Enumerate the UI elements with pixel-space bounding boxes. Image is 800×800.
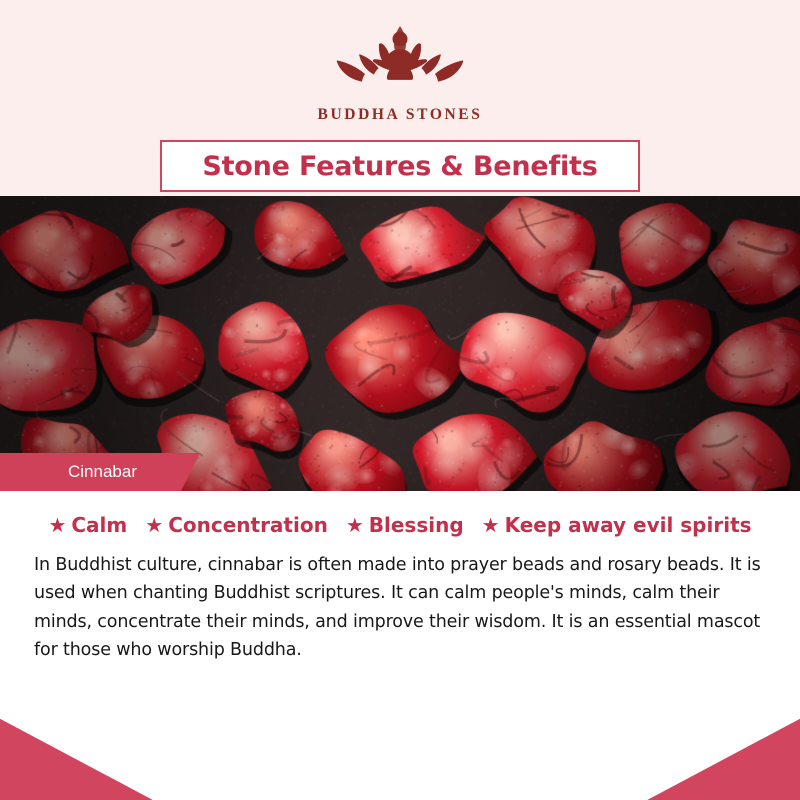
stone-photo-image [0,196,800,491]
content-section [0,491,800,664]
stone-photo [0,196,800,491]
benefits-list [34,513,766,537]
benefit-item [48,513,127,537]
benefit-label: Calm [71,513,128,537]
corner-decoration-bottom-right [645,693,800,800]
benefit-label: Concentration [168,513,328,537]
brand-logo [315,22,485,124]
stone-description: In Buddhist culture, cinnabar is often made into prayer beads and rosary beads. It is used when chanting Buddhist scriptures. It can calm people's minds, calm their minds, concentrate their minds, and improve their wisdom. It is an essential mascot for those who worship Buddha. [34,555,761,661]
lotus-meditation-icon [315,22,485,100]
benefit-label: Keep away evil spirits [504,513,752,537]
star-icon: ★ [145,513,164,537]
star-icon: ★ [481,513,500,537]
star-icon: ★ [48,513,67,537]
benefit-item [145,513,328,537]
photo-caption-tag [0,453,181,491]
star-icon: ★ [345,513,364,537]
photo-caption-label: Cinnabar [68,462,137,481]
benefit-item [482,513,752,537]
benefit-label: Blessing [368,513,464,537]
corner-decoration-bottom-left [0,693,155,800]
benefit-item [346,513,464,537]
section-title-plaque [160,140,640,192]
brand-name: BUDDHA STONES [317,106,483,123]
page-title: Stone Features & Benefits [202,150,598,182]
